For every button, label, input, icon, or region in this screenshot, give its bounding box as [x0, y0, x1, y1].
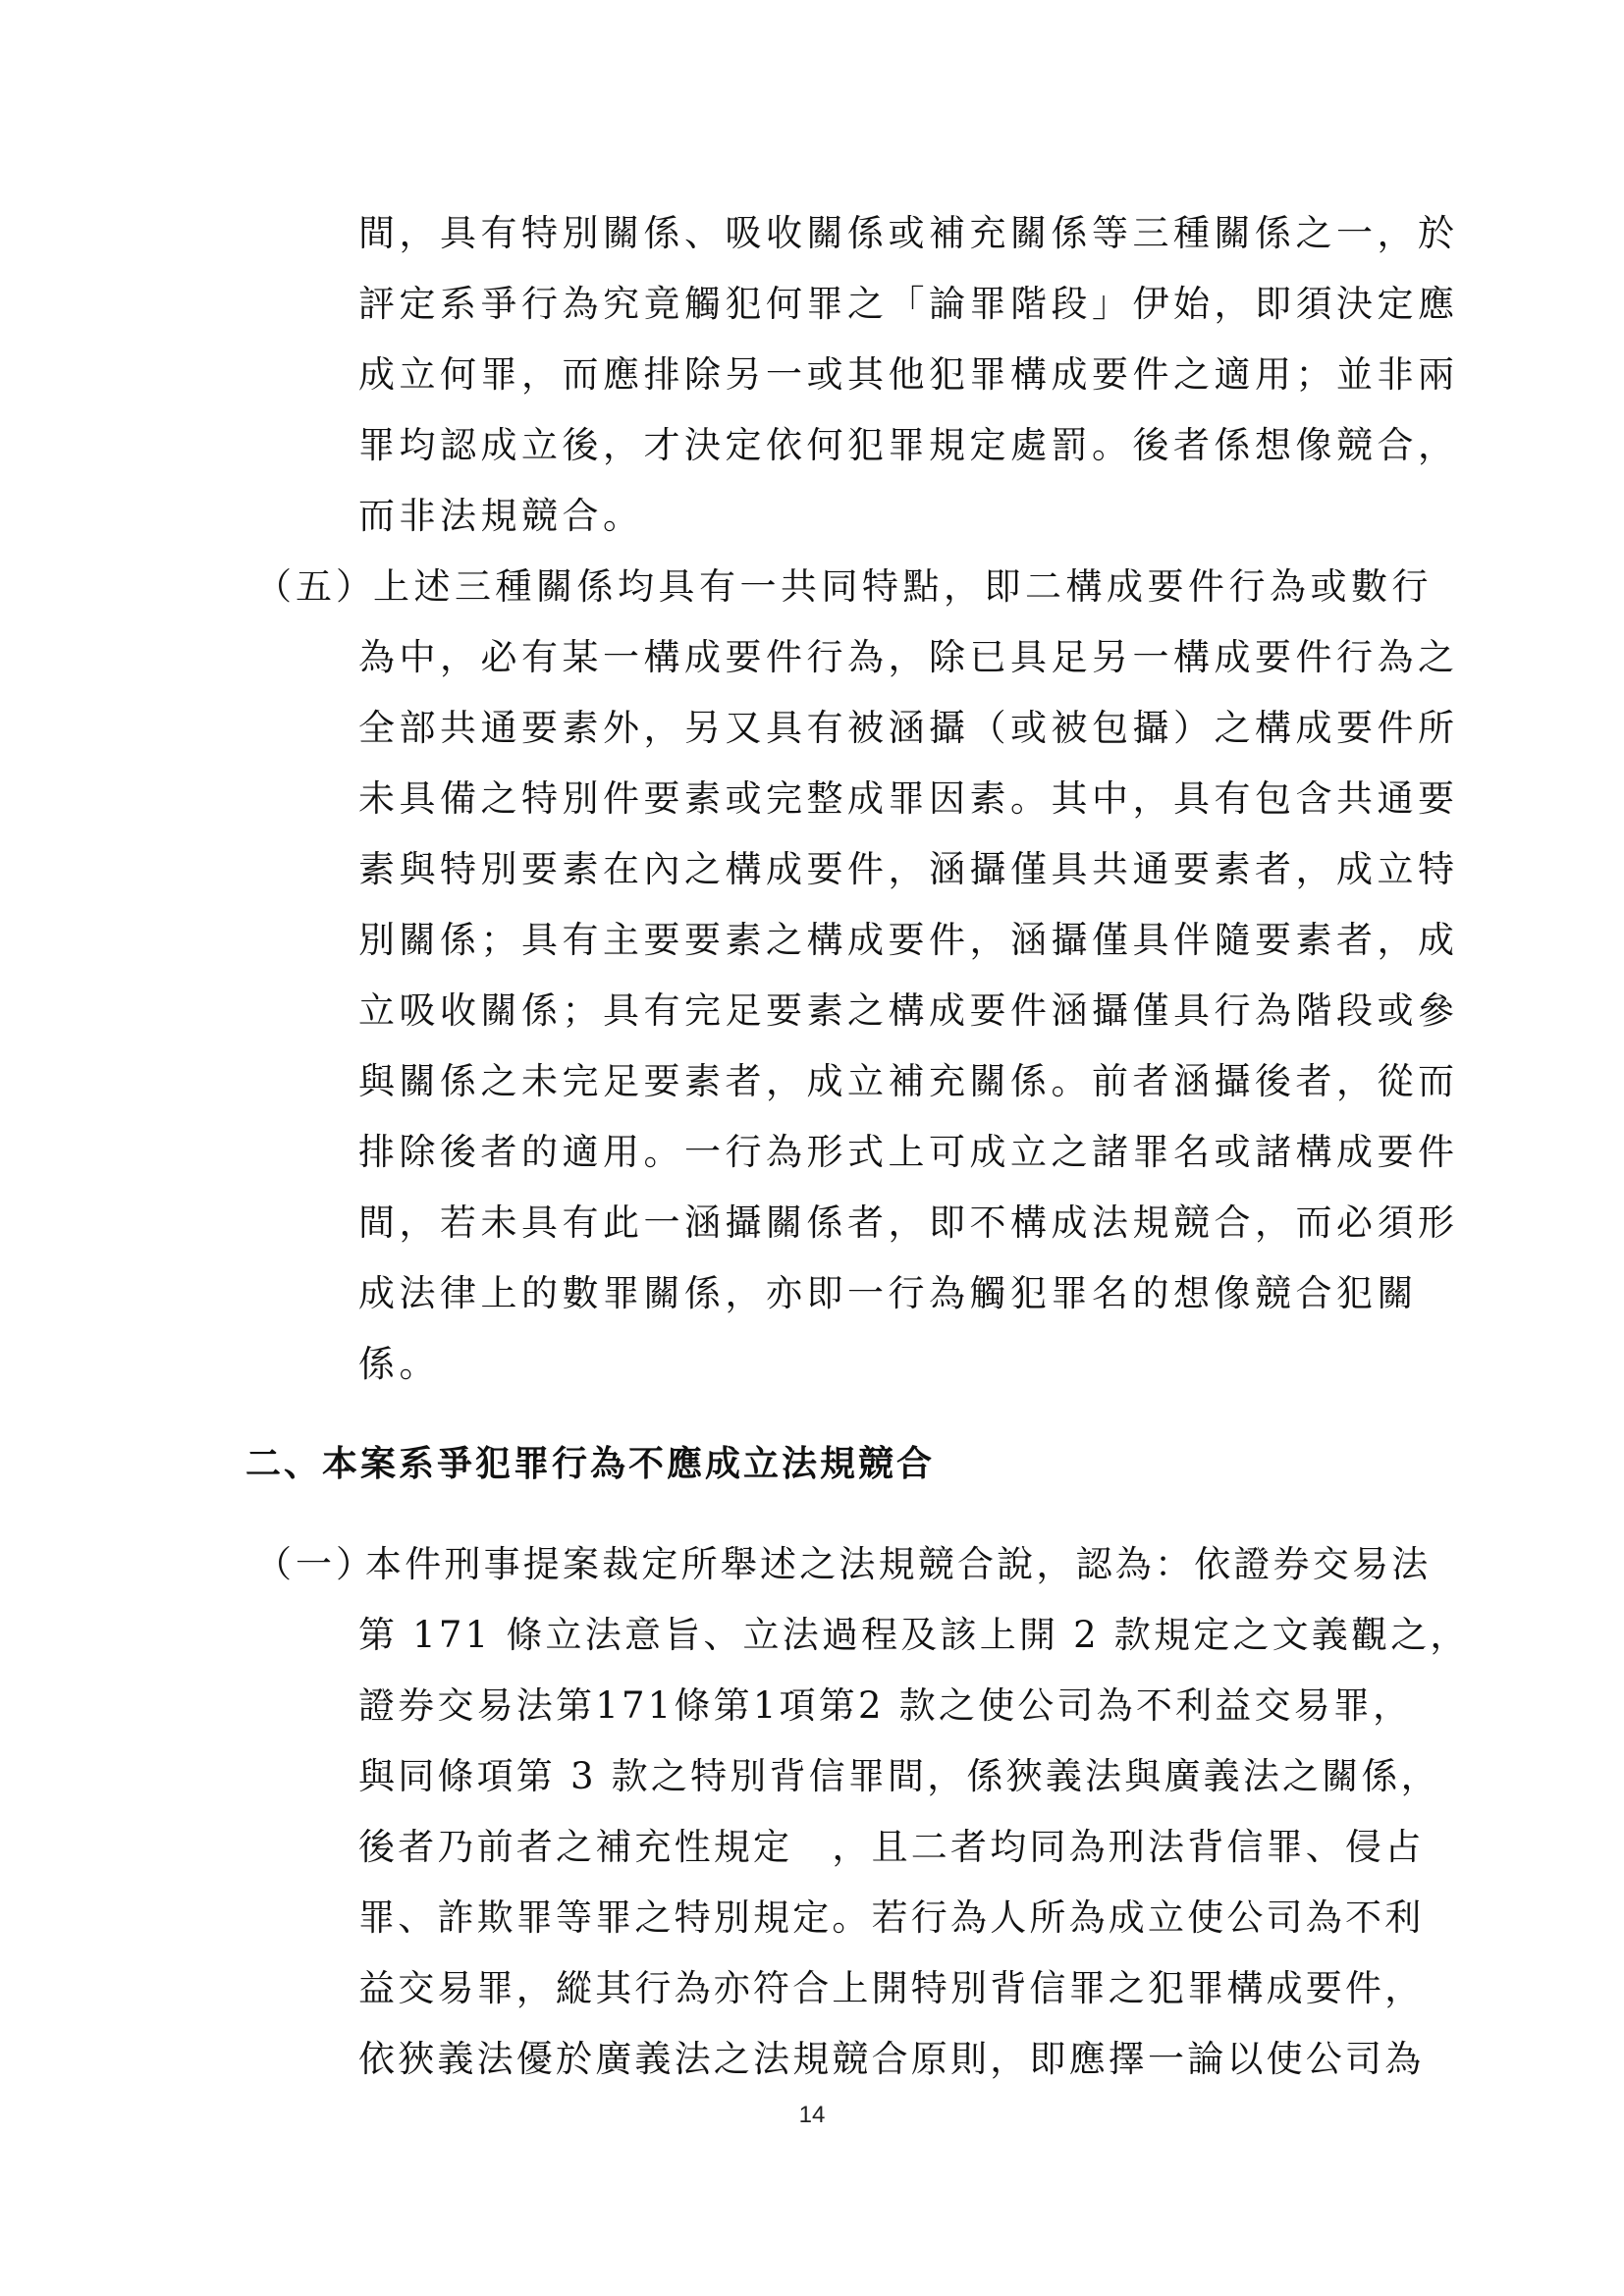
text-line: 素與特別要素在內之構成要件，涵攝僅具共通要素者，成立特	[358, 848, 1459, 890]
text-line: 未具備之特別件要素或完整成罪因素。其中，具有包含共通要	[358, 777, 1459, 820]
section-heading: 二、本案系爭犯罪行為不應成立法規競合	[245, 1444, 936, 1484]
text-line: 證券交易法第171條第1項第2 款之使公司為不利益交易罪，	[358, 1684, 1413, 1727]
text-line: 罪、詐欺罪等罪之特別規定。若行為人所為成立使公司為不利	[358, 1896, 1425, 1939]
text-line: 上述三種關係均具有一共同特點，即二構成要件行為或數行	[373, 565, 1433, 608]
text-line: 與同條項第 3 款之特別背信罪間，係狹義法與廣義法之關係，	[358, 1755, 1440, 1797]
text-line: 間，具有特別關係、吸收關係或補充關係等三種關係之一，於	[358, 212, 1459, 254]
text-line: 評定系爭行為究竟觸犯何罪之「論罪階段」伊始，即須決定應	[358, 283, 1459, 325]
text-line: 別關係；具有主要要素之構成要件，涵攝僅具伴隨要素者，成	[358, 919, 1459, 961]
text-line: 立吸收關係；具有完足要素之構成要件涵攝僅具行為階段或參	[358, 989, 1459, 1032]
item-marker: （五）	[255, 565, 376, 608]
text-line: 為中，必有某一構成要件行為，除已具足另一構成要件行為之	[358, 636, 1459, 678]
text-line: 間，若未具有此一涵攝關係者，即不構成法規競合，而必須形	[358, 1201, 1459, 1244]
page-number: 14	[798, 2102, 826, 2128]
text-line: 而非法規競合。	[358, 495, 644, 537]
text-line: 成法律上的數罪關係，亦即一行為觸犯罪名的想像競合犯關	[358, 1272, 1418, 1314]
text-line: 依狹義法優於廣義法之法規競合原則，即應擇一論以使公司為	[358, 2038, 1425, 2080]
text-line: 係。	[358, 1343, 440, 1385]
text-line: 第 171 條立法意旨、立法過程及該上開 2 款規定之文義觀之，	[358, 1614, 1470, 1656]
text-line: 全部共通要素外，另又具有被涵攝（或被包攝）之構成要件所	[358, 707, 1459, 749]
text-line: 益交易罪，縱其行為亦符合上開特別背信罪之犯罪構成要件，	[358, 1967, 1425, 2009]
item-marker: （一）	[255, 1543, 376, 1585]
text-line: 本件刑事提案裁定所舉述之法規競合說，認為：依證券交易法	[365, 1543, 1432, 1585]
text-line: 與關係之未完足要素者，成立補充關係。前者涵攝後者，從而	[358, 1060, 1459, 1102]
text-line: 成立何罪，而應排除另一或其他犯罪構成要件之適用；並非兩	[358, 353, 1459, 396]
text-line: 排除後者的適用。一行為形式上可成立之諸罪名或諸構成要件	[358, 1131, 1459, 1173]
text-line: 後者乃前者之補充性規定 ，且二者均同為刑法背信罪、侵占	[358, 1826, 1425, 1868]
text-line: 罪均認成立後，才決定依何犯罪規定處罰。後者係想像競合，	[358, 424, 1459, 466]
